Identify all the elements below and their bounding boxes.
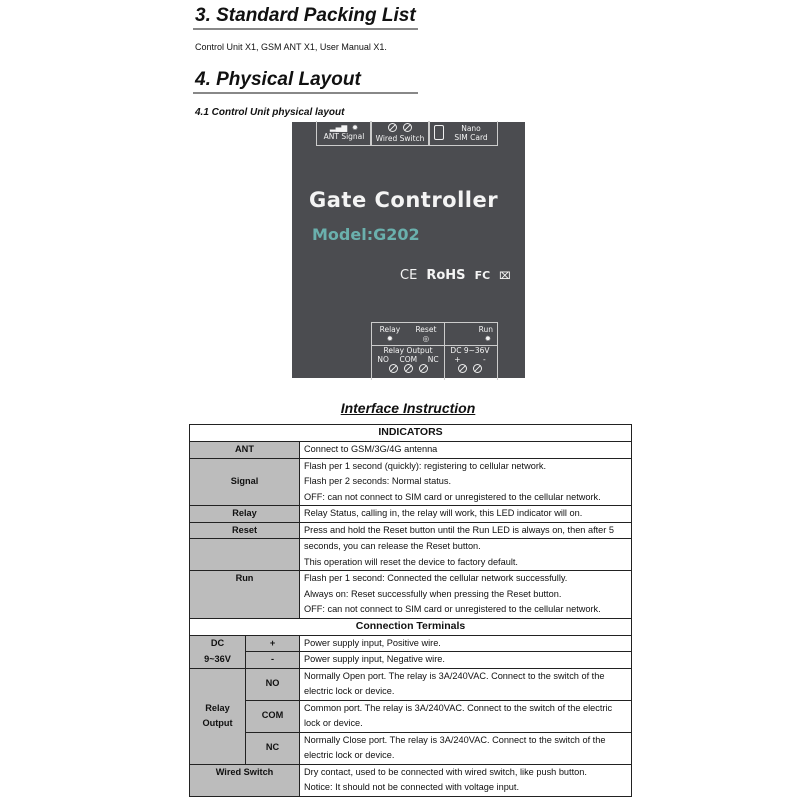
screw-icon	[403, 123, 412, 132]
device-image	[292, 122, 525, 378]
nano-label: Nano	[461, 124, 481, 133]
row-text: seconds, you can release the Reset button. This operation will reset the device to factory default.	[300, 539, 632, 571]
row-label: ANT	[190, 442, 300, 459]
row-text: Connect to GSM/3G/4G antenna	[300, 442, 632, 459]
sim-card-label: SIM Card	[454, 133, 488, 142]
ce-mark: CE	[400, 268, 418, 283]
row-text: Normally Open port. The relay is 3A/240VAC. Connect to the switch of the electric lock or device.	[300, 668, 632, 700]
row-text: Common port. The relay is 3A/240VAC. Connect to the switch of the electric lock or device.	[300, 700, 632, 732]
row-label: Relay	[190, 506, 300, 523]
minus-label: -	[483, 355, 486, 364]
relay-output-label: Relay Output	[190, 668, 246, 764]
row-label: NO	[246, 668, 300, 700]
relay-output-label: Relay Output	[372, 345, 444, 355]
row-label: Run	[190, 571, 300, 619]
table-row	[190, 700, 632, 732]
table-row	[190, 539, 632, 571]
table-row	[190, 732, 632, 764]
screw-icon	[458, 364, 467, 373]
row-label: Signal	[190, 458, 300, 506]
rohs-mark: RoHS	[426, 268, 466, 283]
table-row	[190, 522, 632, 539]
packing-list-heading: 3. Standard Packing List	[195, 5, 416, 26]
screw-icon	[473, 364, 482, 373]
row-label: COM	[246, 700, 300, 732]
com-label: COM	[399, 355, 418, 364]
wired-switch-panel	[370, 121, 430, 146]
ant-label: ANT	[323, 132, 339, 141]
table-row	[190, 635, 632, 652]
run-led-label: Run	[478, 325, 493, 334]
table-row	[190, 668, 632, 700]
ant-signal-panel: ▂▄▆ ✹ ANT Signal	[316, 121, 372, 146]
row-label: +	[246, 635, 300, 652]
dc-label: DC 9~36V	[190, 635, 246, 668]
no-label: NO	[377, 355, 389, 364]
row-text: Press and hold the Reset button until the Run LED is always on, then after 5	[300, 522, 632, 539]
row-text: Relay Status, calling in, the relay will work, this LED indicator will on.	[300, 506, 632, 523]
subheading: 4.1 Control Unit physical layout	[195, 107, 345, 118]
sim-panel	[428, 121, 498, 146]
power-panel: Run ✹ DC 9~36V + -	[443, 322, 498, 380]
fc-mark: FC	[474, 269, 491, 282]
nc-label: NC	[427, 355, 439, 364]
row-label: NC	[246, 732, 300, 764]
screw-icon	[404, 364, 413, 373]
terminals-header: Connection Terminals	[190, 618, 632, 635]
table-row	[190, 652, 632, 669]
model-label: Model:G202	[312, 225, 420, 244]
dc-label: DC 9~36V	[443, 345, 497, 355]
row-text: Normally Close port. The relay is 3A/240VAC. Connect to the switch of the electric lock or device.	[300, 732, 632, 764]
screw-icon	[388, 123, 397, 132]
table-row	[190, 506, 632, 523]
table-row	[190, 571, 632, 619]
sim-card-icon	[434, 125, 444, 140]
screw-icon	[389, 364, 398, 373]
row-text: Flash per 1 second: Connected the cellular network successfully. Always on: Reset successfully when pressing the Reset button. OFF: can not connect to SIM card or unregistered to the cellular network.	[300, 571, 632, 619]
table-row	[190, 764, 632, 796]
screw-icon	[419, 364, 428, 373]
table-row	[190, 458, 632, 506]
divider	[193, 92, 418, 94]
row-label-empty	[190, 539, 300, 571]
interface-table	[189, 424, 632, 797]
signal-label: Signal	[341, 132, 365, 141]
divider	[193, 28, 418, 30]
row-text: Dry contact, used to be connected with wired switch, like push button. Notice: It should not be connected with voltage input.	[300, 764, 632, 796]
device-title: Gate Controller	[309, 188, 499, 212]
indicators-header: INDICATORS	[190, 425, 632, 442]
weee-icon: ⌧	[499, 271, 511, 282]
row-label: -	[246, 652, 300, 669]
row-text: Power supply input, Negative wire.	[300, 652, 632, 669]
certifications	[400, 268, 511, 283]
row-label: Reset	[190, 522, 300, 539]
physical-layout-heading: 4. Physical Layout	[195, 69, 361, 90]
row-label: Wired Switch	[190, 764, 300, 796]
relay-output-panel: Relay Reset ✹ ◎ Relay Output NO COM NC	[371, 322, 445, 380]
table-row	[190, 442, 632, 459]
row-text: Power supply input, Positive wire.	[300, 635, 632, 652]
packing-list-text: Control Unit X1, GSM ANT X1, User Manual X1.	[195, 42, 387, 52]
plus-label: +	[454, 355, 461, 364]
reset-label: Reset	[415, 325, 437, 334]
relay-led-label: Relay	[379, 325, 401, 334]
wired-switch-label: Wired Switch	[375, 134, 425, 143]
interface-heading: Interface Instruction	[340, 400, 476, 416]
row-text: Flash per 1 second (quickly): registering to cellular network. Flash per 2 seconds: Normal status. OFF: can not connect to SIM card or unregistered to the cellular network.	[300, 458, 632, 506]
